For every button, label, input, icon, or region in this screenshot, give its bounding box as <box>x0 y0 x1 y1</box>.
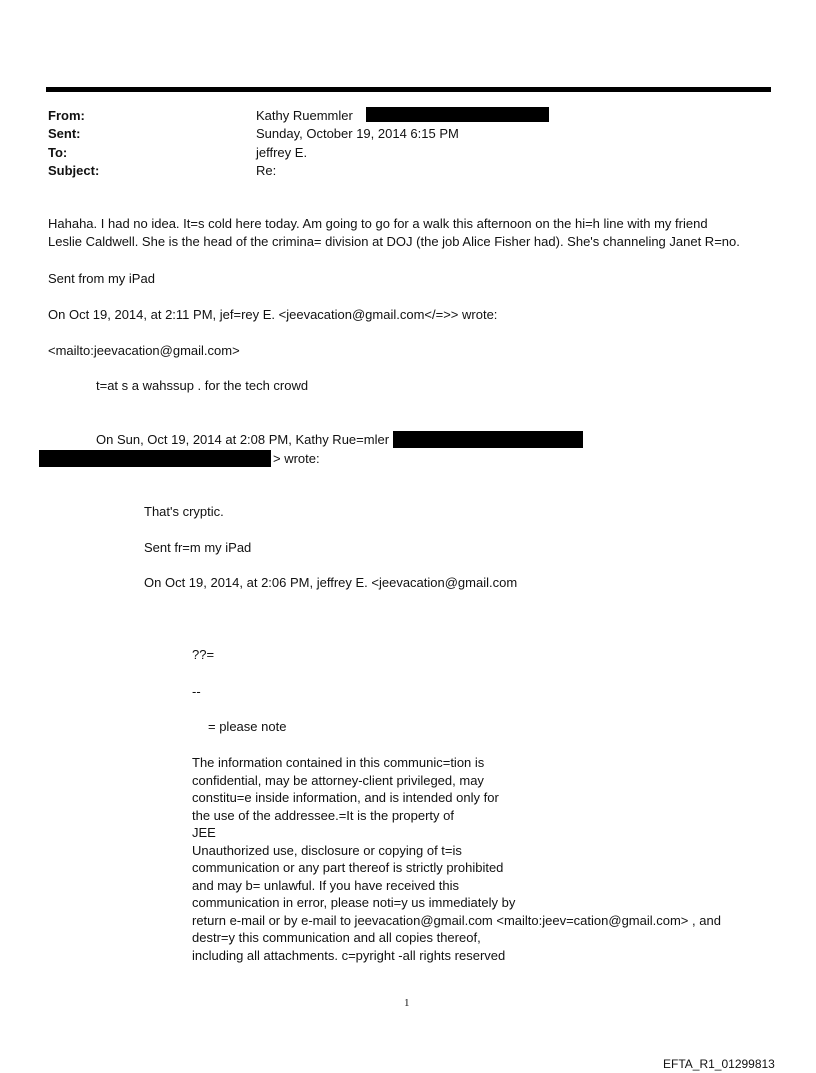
confidentiality-notice <box>192 754 721 964</box>
mailto-line: <mailto:jeevacation@gmail.com> <box>48 343 240 358</box>
from-value: Kathy Ruemmler <box>256 108 353 123</box>
notice-line: Unauthorized use, disclosure or copying of t=is <box>192 842 462 858</box>
header-rule <box>46 87 771 92</box>
notice-line: the use of the addressee.=It is the property of <box>192 807 454 823</box>
notice-line: and may b= unlawful. If you have received this <box>192 877 460 893</box>
to-value: jeffrey E. <box>256 145 308 160</box>
notice-line: return e-mail or by e-mail to jeevacation@gmail.com <mailto:jeev=cation@gmail.com> , and <box>192 912 721 928</box>
quote-header-wrote: > wrote: <box>273 451 320 466</box>
from-label: From: <box>48 108 85 123</box>
page-number: 1 <box>404 997 410 1009</box>
quote-header: On Oct 19, 2014, at 2:06 PM, jeffrey E. <jeevacation@gmail.com <box>144 575 518 590</box>
to-label: To: <box>48 145 68 160</box>
notice-line: confidential, may be attorney-client privileged, may <box>192 772 484 788</box>
notice-line: constitu=e inside information, and is intended only for <box>192 790 499 805</box>
document-id: EFTA_R1_01299813 <box>663 1057 775 1071</box>
redaction-block <box>39 450 271 467</box>
notice-line: destr=y this communication and all copies thereof, <box>192 930 481 945</box>
notice-line: communication or any part thereof is strictly prohibited <box>192 860 504 875</box>
subject-value: Re: <box>256 163 277 178</box>
please-note: = please note <box>208 719 287 734</box>
quote-header: On Sun, Oct 19, 2014 at 2:08 PM, Kathy Rue=mler <box>96 432 390 447</box>
redaction-block <box>366 107 549 122</box>
body-line: Leslie Caldwell. She is the head of the crimina= division at DOJ (the job Alice Fisher had). She's channeling Janet R=no. <box>48 234 740 249</box>
quoted-text: That's cryptic. <box>144 504 224 519</box>
redaction-block <box>393 431 583 448</box>
quoted-text: t=at s a wahssup . for the tech crowd <box>96 378 309 393</box>
body-line: Hahaha. I had no idea. It=s cold here today. Am going to go for a walk this afternoon on the hi=h line with my friend <box>48 216 708 231</box>
subject-label: Subject: <box>48 163 100 178</box>
sent-from-ipad: Sent from my iPad <box>48 271 155 286</box>
notice-line: communication in error, please noti=y us immediately by <box>192 895 516 910</box>
notice-line: including all attachments. c=pyright -all rights reserved <box>192 947 506 963</box>
sent-label: Sent: <box>48 126 81 141</box>
notice-line: JEE <box>192 825 216 840</box>
notice-line: The information contained in this communic=tion is <box>192 755 485 770</box>
sent-from-ipad: Sent fr=m my iPad <box>144 540 252 555</box>
quoted-text: ??= <box>192 647 215 662</box>
sent-value: Sunday, October 19, 2014 6:15 PM <box>256 126 459 141</box>
signature-separator: -- <box>192 684 201 699</box>
quote-header: On Oct 19, 2014, at 2:11 PM, jef=rey E. <jeevacation@gmail.com</=>> wrote: <box>48 307 498 322</box>
